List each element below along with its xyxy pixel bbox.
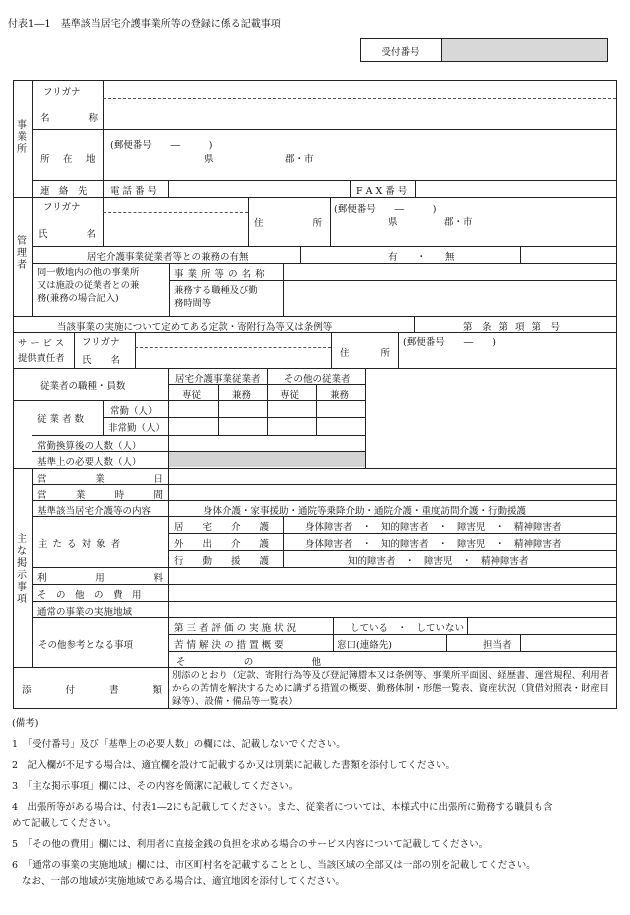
service-area-input[interactable]: [169, 602, 615, 616]
office-tel-label: 電 話 番 号: [110, 186, 158, 197]
staff-title: 従業者の職種・員数: [40, 381, 126, 392]
service-manager-furigana-label: フリガナ: [82, 337, 120, 348]
note-6: 6 「通常の事業の実施地域」欄には、市区町村名を記載することとし、当該区域の全部又は一部の別を記載してください。: [12, 860, 536, 871]
third-party-eval-value[interactable]: している ・ していない: [350, 623, 465, 634]
note-4: 4 出張所等がある場合は、付表1―2にも記載してください。また、従業者については、本様式中に出張所に勤務する職員も含: [12, 802, 553, 813]
office-fax-input[interactable]: [416, 181, 615, 196]
office-postal-label: (郵便番号 ― ): [110, 140, 213, 151]
office-address-label: 所 在 地: [40, 154, 98, 165]
office-city-label: 郡・市: [285, 154, 314, 165]
business-hours-label: 営 業 時 間: [37, 490, 163, 501]
home-care-targets[interactable]: 身体障害者 ・ 知的障害者 ・ 障害児 ・ 精神障害者: [305, 522, 562, 533]
manager-section-label: 管 理 者: [17, 236, 27, 271]
note-1: 1 「受付番号」及び「基準上の必要人数」の欄には、記載しないでください。: [12, 739, 346, 750]
service-area-label: 通常の事業の実施地域: [37, 607, 133, 618]
complaint-label: 苦 情 解 決 の 措 置 概 要: [174, 640, 284, 651]
regulation-label: 当該事業の実施について定めてある定款・寄附行為等又は条例等: [57, 322, 333, 333]
manager-pref-label: 県: [388, 217, 398, 228]
third-party-eval-label: 第 三 者 評 価 の 実 施 状 況: [174, 623, 297, 634]
manager-furigana-label: フリガナ: [43, 202, 81, 213]
concurrent-duty-label: 居宅介護事業従業者等との兼務の有無: [87, 252, 249, 263]
notes-title: (備考): [12, 718, 39, 729]
person-in-charge-label: 担当者: [483, 640, 512, 651]
other-office-name-label: 事 業 所 等 の 名 称: [174, 269, 266, 280]
behavior-support-label: 行 動 援 護: [174, 556, 270, 567]
service-content-label: 基準該当居宅介護等の内容: [37, 506, 152, 517]
required-staff-label: 基準上の必要人数（人）: [37, 457, 142, 468]
part-time-label: 非常勤（人）: [108, 423, 166, 434]
office-contact-label: 連 絡 先: [40, 186, 88, 197]
business-days-label: 営 業 日: [37, 474, 163, 485]
receipt-label: 受付番号: [381, 47, 420, 58]
office-name-input[interactable]: [104, 99, 616, 128]
col-other-staff: その他の従業者: [284, 374, 351, 385]
office-furigana-label: フリガナ: [43, 87, 81, 98]
attachment-text: 別添のとおり（定款、寄附行為等及び登記簿謄本又は条例等、事業所平面図、経歴書、運営規程、利用者からの苦情を解決するために講ずる措置の概要、勤務体制・形態一覧表、資産状況（貸借対照表・財産目録等）、設備・備品等一覧表）: [172, 670, 609, 707]
fee-input[interactable]: [169, 568, 615, 583]
manager-city-label: 郡・市: [444, 217, 473, 228]
reference-items-label: その他参考となる事項: [38, 640, 134, 651]
other-input[interactable]: [334, 652, 615, 666]
service-manager-address-label: 住 所: [340, 348, 390, 359]
business-hours-input[interactable]: [169, 485, 615, 499]
other-fee-label: そ の 他 の 費 用: [37, 590, 142, 601]
service-manager-postal-label: (郵便番号 ― ): [403, 337, 496, 348]
staff-count-label: 従 業 者 数: [37, 414, 85, 425]
other-office-name-input[interactable]: [284, 264, 615, 279]
office-fax-label: F A X 番 号: [356, 186, 408, 197]
form-title: 付表1―1 基準該当居宅介護事業所等の登録に係る記載事項: [8, 19, 281, 30]
attachment-label: 添 付 書 類: [22, 685, 162, 696]
service-manager-name-input[interactable]: [136, 348, 330, 367]
job-hours-input[interactable]: [284, 281, 615, 315]
outing-care-label: 外 出 介 護: [174, 539, 270, 550]
col-concurrent-1: 兼務: [232, 390, 252, 401]
manager-address-label: 住 所: [254, 218, 322, 229]
manager-postal-label: (郵便番号 ― ): [334, 204, 437, 215]
other-fee-input[interactable]: [169, 585, 615, 600]
job-hours-label: 兼務する職種及び勤 務時間等: [174, 285, 258, 309]
service-manager-label: サ ー ビ ス 提供責任者: [18, 338, 65, 364]
fee-label: 利 用 料: [37, 573, 163, 584]
office-pref-label: 県: [204, 154, 214, 165]
regulation-value[interactable]: 第 条 第 項 第 号: [463, 322, 561, 333]
note-6-cont: なお、一部の地域が実施地域である場合は、適宜地図を添付してください。: [22, 876, 346, 887]
col-fulltime-1: 専従: [182, 390, 202, 401]
office-name-label: 名 称: [40, 113, 98, 124]
main-items-section-label: 主 な 掲 示 事 項: [17, 534, 27, 605]
behavior-support-targets[interactable]: 知的障害者 ・ 障害児 ・ 精神障害者: [348, 556, 529, 567]
service-content-value[interactable]: 身体介護・家事援助・通院等乗降介助・通院介護・重度訪問介護・行動援護: [203, 506, 527, 517]
service-manager-name-label: 氏 名: [82, 355, 121, 366]
business-days-input[interactable]: [169, 469, 615, 483]
col-fulltime-2: 専従: [280, 390, 300, 401]
fte-label: 常勤換算後の人数（人）: [37, 441, 142, 452]
note-2: 2 記入欄が不足する場合は、適宜欄を設けて記載するか又は別葉に記載した書類を添付してください。: [12, 760, 456, 771]
office-section-label: 事 業 所: [17, 120, 27, 155]
note-3: 3 「主な掲示事項」欄には、その内容を簡潔に記載してください。: [12, 781, 299, 792]
concurrent-yes-no[interactable]: 有 ・ 無: [388, 252, 455, 263]
office-tel-input[interactable]: [169, 181, 349, 196]
manager-name-input[interactable]: [104, 213, 247, 245]
home-care-label: 居 宅 介 護: [174, 522, 270, 533]
complaint-window-label: 窓口(連絡先): [337, 640, 392, 651]
col-concurrent-2: 兼務: [330, 390, 350, 401]
col-home-care-staff: 居宅介護事業従業者: [175, 374, 261, 385]
note-5: 5 「その他の費用」欄には、利用者に直接金銭の負担を求める場合のサービス内容について記載してください。: [12, 839, 489, 850]
other-label: そ の 他: [176, 657, 321, 668]
full-time-label: 常勤（人）: [110, 406, 158, 417]
person-in-charge-input[interactable]: [521, 635, 615, 650]
outing-care-targets[interactable]: 身体障害者 ・ 知的障害者 ・ 障害児 ・ 精神障害者: [305, 539, 562, 550]
manager-name-label: 氏 名: [38, 229, 96, 240]
other-facility-label: 同一敷地内の他の事業所 又は施設の従業者との兼 務(兼務の場合記入): [37, 267, 140, 304]
note-4-cont: めて記載してください。: [12, 818, 117, 829]
main-target-label: 主 た る 対 象 者: [38, 539, 122, 550]
required-staff-gray-cell: [169, 451, 365, 467]
